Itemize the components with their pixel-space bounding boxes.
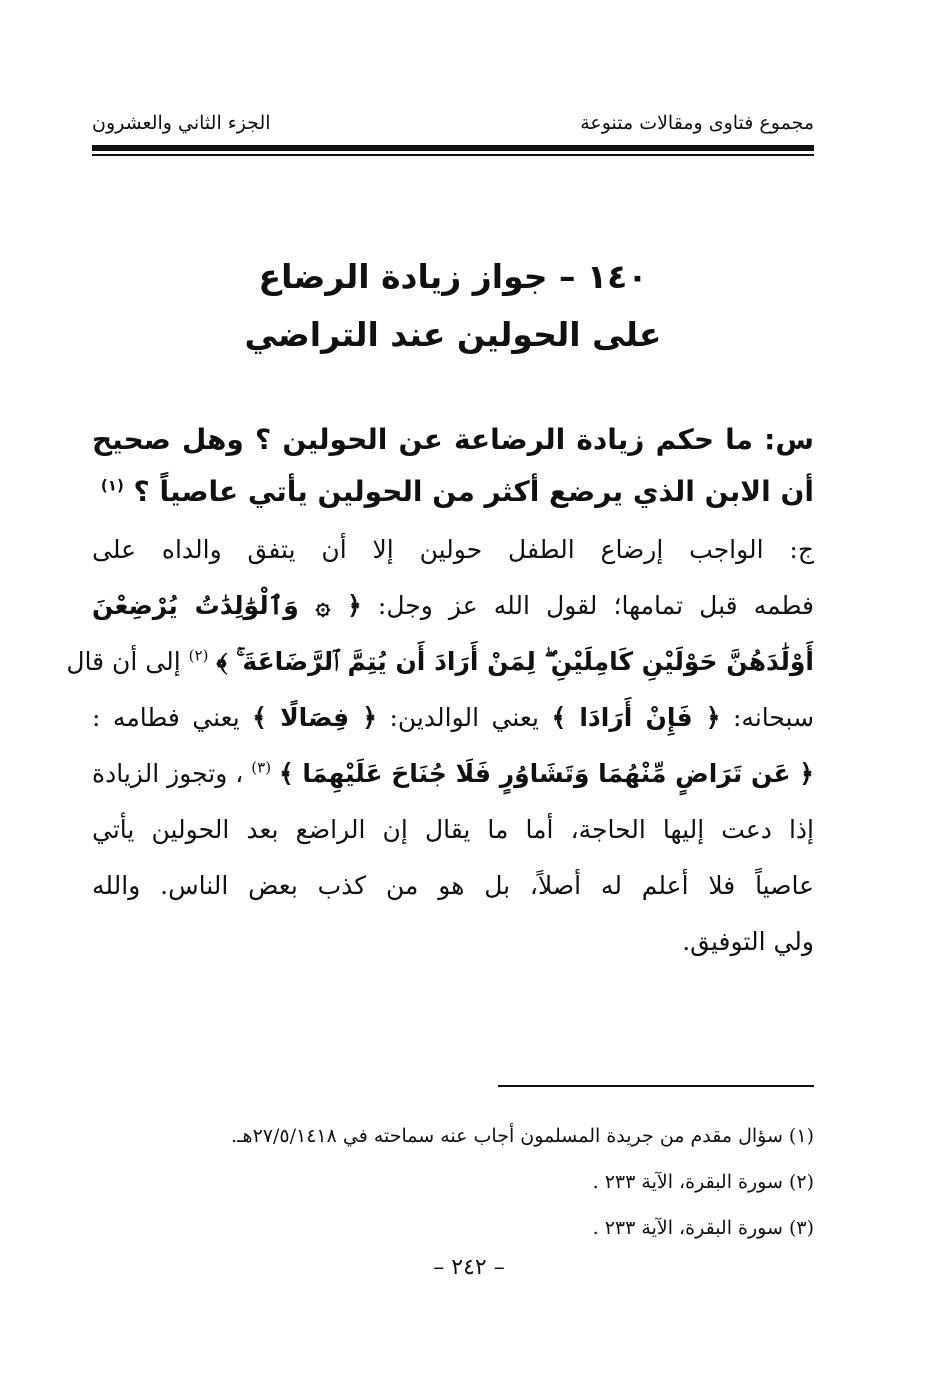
answer-line-4-start: سبحانه: [733,703,815,732]
answer-line-6: إذا دعت إليها الحاجة، أما ما يقال إن الراضع بعد الحولين يأتي [92,815,814,844]
answer-line-4-end: يعني فطامه : [92,703,240,732]
footnote-3: (٣) سورة البقرة، الآية ٢٣٣ . [592,1217,814,1239]
question-text: س: ما حكم زيادة الرضاعة عن الحولين ؟ وهل صحيح أن الابن الذي يرضع أكثر من الحولين يأتي عاصياً ؟ [92,423,814,508]
book-title: مجموع فتاوى ومقالات متنوعة [580,112,814,134]
quran-verse-2: ﴿ فَإِنْ أَرَادَا ﴾ [551,703,721,732]
answer-line-4 [92,690,814,746]
answer-line-5-tail: ، وتجوز الزيادة [92,759,244,788]
answer-line-7: عاصياً فلا أعلم له أصلاً، بل هو من كذب بعض الناس. والله [92,871,814,900]
footnote-ref-3: (٣) [251,758,272,777]
quran-verse-1-start: ﴿ ۞ وَٱلْوَٰلِدَٰتُ يُرْضِعْنَ [92,591,362,620]
footnote-2: (٢) سورة البقرة، الآية ٢٣٣ . [592,1171,814,1193]
footnote-ref-1: (١) [100,476,124,495]
header-rule-thick [92,145,814,151]
footnote-separator [498,1085,814,1087]
question-paragraph [92,414,814,518]
quran-verse-1-end: أَوْلَٰدَهُنَّ حَوْلَيْنِ كَامِلَيْنِ ۖ لِمَنْ أَرَادَ أَن يُتِمَّ ٱلرَّضَاعَةَ ۚ ﴾ [216,647,814,676]
running-header [92,112,814,142]
answer-line-5 [92,746,814,802]
chapter-title [92,248,814,364]
header-rule-thin [92,154,814,156]
answer-line-3-tail: إلى أن قال [66,647,181,676]
answer-line-2-text: فطمه قبل تمامها؛ لقول الله عز وجل: [377,591,815,620]
chapter-title-line-2: على الحولين عند التراضي [244,315,662,354]
answer-line-8: ولي التوفيق. [682,927,814,956]
footnote-ref-2: (٢) [188,646,209,665]
answer-line-3 [66,634,814,690]
page-number: – ٢٤٢ – [433,1255,505,1280]
answer-paragraph [66,522,815,970]
quran-verse-3: ﴿ فِصَالًا ﴾ [252,703,377,732]
footnotes [92,1113,814,1251]
answer-line-1: ج: الواجب إرضاع الطفل حولين إلا أن يتفق والداه على [92,535,814,564]
answer-line-4-mid: يعني الوالدين: [389,703,539,732]
answer-line-2 [92,578,814,634]
chapter-title-line-1: ١٤٠ – جواز زيادة الرضاع [258,257,648,296]
footnote-1: (١) سؤال مقدم من جريدة المسلمون أجاب عنه سماحته في ٢٧/٥/١٤١٨هـ. [230,1125,814,1147]
volume-label: الجزء الثاني والعشرون [92,112,271,134]
quran-verse-4: ﴿ عَن تَرَاضٍ مِّنْهُمَا وَتَشَاوُرٍ فَلَا جُنَاحَ عَلَيْهِمَا ﴾ [279,759,814,788]
